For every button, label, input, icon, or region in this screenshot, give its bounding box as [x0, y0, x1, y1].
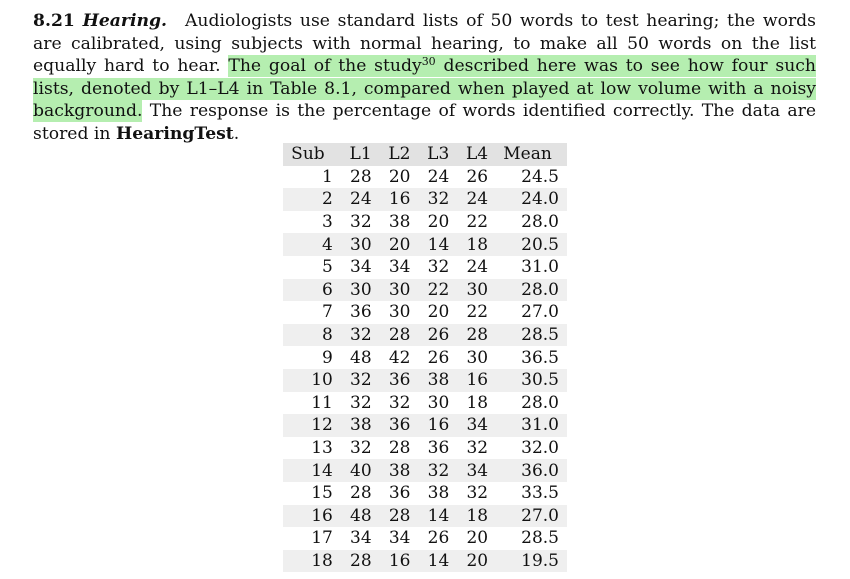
- cell-l4: 32: [449, 437, 488, 460]
- cell-sub: 5: [283, 256, 333, 279]
- cell-l4: 34: [449, 414, 488, 437]
- footnote-reference[interactable]: 30: [421, 55, 436, 69]
- cell-l3: 22: [410, 279, 449, 302]
- cell-l2: 30: [372, 301, 411, 324]
- cell-l2: 28: [372, 505, 411, 528]
- exercise-number: 8.21: [33, 11, 75, 31]
- cell-l1: 32: [333, 324, 372, 347]
- cell-l3: 16: [410, 414, 449, 437]
- cell-l3: 26: [410, 527, 449, 550]
- table-body: [283, 166, 567, 573]
- cell-l3: 38: [410, 369, 449, 392]
- cell-l3: 14: [410, 505, 449, 528]
- cell-sub: 10: [283, 369, 333, 392]
- cell-sub: 12: [283, 414, 333, 437]
- cell-l1: 30: [333, 233, 372, 256]
- cell-l1: 48: [333, 346, 372, 369]
- cell-sub: 2: [283, 188, 333, 211]
- table-row: [283, 459, 567, 482]
- cell-l4: 32: [449, 482, 488, 505]
- cell-mean: 28.5: [488, 324, 567, 347]
- cell-mean: 27.0: [488, 505, 567, 528]
- table-row: [283, 279, 567, 302]
- cell-mean: 27.0: [488, 301, 567, 324]
- header-l1: L1: [333, 143, 372, 166]
- cell-l1: 40: [333, 459, 372, 482]
- header-sub: Sub: [283, 143, 333, 166]
- cell-sub: 13: [283, 437, 333, 460]
- dataset-name: HearingTest: [115, 123, 234, 144]
- cell-sub: 8: [283, 324, 333, 347]
- cell-l4: 18: [449, 233, 488, 256]
- cell-l2: 20: [372, 166, 411, 189]
- cell-l2: 16: [372, 550, 411, 573]
- cell-l1: 34: [333, 256, 372, 279]
- cell-sub: 1: [283, 166, 333, 189]
- hearing-test-table-container: [283, 143, 567, 579]
- table-row: [283, 527, 567, 550]
- cell-l2: 34: [372, 527, 411, 550]
- exercise-text-intro: Audiologists use standard lists of 50 words to test hearing; the words are calibrated, using subjects with normal hearing, to make all 50 words on the list equally hard to hear.: [33, 11, 816, 77]
- table-row: [283, 324, 567, 347]
- cell-l2: 38: [372, 459, 411, 482]
- cell-l3: 24: [410, 166, 449, 189]
- table-row: [283, 437, 567, 460]
- table-header-row: [283, 143, 567, 166]
- cell-l4: 22: [449, 211, 488, 234]
- highlight-text-part2: described here was to see how four such lists, denoted by L1–L4 in Table 8.1, compared when played at low volume with a noisy background.: [33, 56, 816, 122]
- cell-l4: 30: [449, 279, 488, 302]
- cell-sub: 15: [283, 482, 333, 505]
- cell-l1: 32: [333, 392, 372, 415]
- cell-l3: 36: [410, 437, 449, 460]
- cell-l4: 20: [449, 527, 488, 550]
- cell-l4: 16: [449, 369, 488, 392]
- cell-mean: 32.0: [488, 437, 567, 460]
- cell-l2: 42: [372, 346, 411, 369]
- cell-l3: 20: [410, 301, 449, 324]
- header-l2: L2: [372, 143, 411, 166]
- cell-l4: 30: [449, 346, 488, 369]
- cell-mean: 28.5: [488, 527, 567, 550]
- cell-l4: 24: [449, 256, 488, 279]
- table-row: [283, 482, 567, 505]
- cell-mean: 30.5: [488, 369, 567, 392]
- cell-l1: 32: [333, 211, 372, 234]
- cell-l1: 28: [333, 482, 372, 505]
- cell-mean: 24.5: [488, 166, 567, 189]
- highlight-text-part1: The goal of the study: [228, 56, 422, 77]
- cell-l4: 24: [449, 188, 488, 211]
- cell-l3: 32: [410, 459, 449, 482]
- cell-l1: 34: [333, 527, 372, 550]
- cell-l3: 32: [410, 188, 449, 211]
- cell-l3: 20: [410, 211, 449, 234]
- table-row: [283, 505, 567, 528]
- cell-l3: 26: [410, 324, 449, 347]
- cell-sub: 17: [283, 527, 333, 550]
- cell-mean: 36.0: [488, 459, 567, 482]
- cell-l3: 14: [410, 233, 449, 256]
- hearing-test-table: [283, 143, 567, 572]
- table-row: [283, 233, 567, 256]
- cell-mean: 31.0: [488, 414, 567, 437]
- cell-l1: 32: [333, 437, 372, 460]
- cell-l4: 26: [449, 166, 488, 189]
- cell-sub: 16: [283, 505, 333, 528]
- table-row: [283, 392, 567, 415]
- cell-mean: 19.5: [488, 550, 567, 573]
- exercise-text-response: The response is the percentage of words identified correctly. The data are stored in: [33, 101, 816, 144]
- exercise-title: Hearing.: [82, 11, 167, 31]
- cell-sub: 11: [283, 392, 333, 415]
- table-row: [283, 369, 567, 392]
- cell-mean: 33.5: [488, 482, 567, 505]
- cell-l1: 36: [333, 301, 372, 324]
- cell-l2: 36: [372, 369, 411, 392]
- cell-sub: 3: [283, 211, 333, 234]
- table-row: [283, 414, 567, 437]
- cell-l1: 28: [333, 166, 372, 189]
- cell-sub: 9: [283, 346, 333, 369]
- table-row: [283, 188, 567, 211]
- table-row: [283, 166, 567, 189]
- cell-l4: 34: [449, 459, 488, 482]
- cell-l3: 32: [410, 256, 449, 279]
- cell-l4: 18: [449, 505, 488, 528]
- cell-mean: 28.0: [488, 392, 567, 415]
- cell-sub: 6: [283, 279, 333, 302]
- cell-l2: 28: [372, 437, 411, 460]
- header-mean: Mean: [488, 143, 567, 166]
- cell-mean: 31.0: [488, 256, 567, 279]
- cell-l3: 14: [410, 550, 449, 573]
- cell-l1: 28: [333, 550, 372, 573]
- cell-l4: 20: [449, 550, 488, 573]
- cell-l2: 20: [372, 233, 411, 256]
- cell-l2: 36: [372, 414, 411, 437]
- cell-l1: 32: [333, 369, 372, 392]
- cell-sub: 7: [283, 301, 333, 324]
- cell-l2: 36: [372, 482, 411, 505]
- cell-l1: 24: [333, 188, 372, 211]
- exercise-paragraph: [33, 10, 816, 146]
- cell-l3: 38: [410, 482, 449, 505]
- table-row: [283, 211, 567, 234]
- cell-l4: 22: [449, 301, 488, 324]
- cell-mean: 28.0: [488, 211, 567, 234]
- table-row: [283, 550, 567, 573]
- cell-l2: 28: [372, 324, 411, 347]
- table-row: [283, 346, 567, 369]
- cell-mean: 28.0: [488, 279, 567, 302]
- cell-l1: 30: [333, 279, 372, 302]
- cell-sub: 4: [283, 233, 333, 256]
- exercise-period: .: [233, 123, 240, 144]
- header-l3: L3: [410, 143, 449, 166]
- cell-l2: 32: [372, 392, 411, 415]
- cell-l3: 30: [410, 392, 449, 415]
- header-l4: L4: [449, 143, 488, 166]
- cell-l1: 38: [333, 414, 372, 437]
- cell-mean: 24.0: [488, 188, 567, 211]
- cell-mean: 36.5: [488, 346, 567, 369]
- cell-l1: 48: [333, 505, 372, 528]
- cell-mean: 20.5: [488, 233, 567, 256]
- cell-l2: 34: [372, 256, 411, 279]
- cell-l3: 26: [410, 346, 449, 369]
- table-row: [283, 256, 567, 279]
- cell-sub: 18: [283, 550, 333, 573]
- cell-l2: 16: [372, 188, 411, 211]
- cell-l2: 30: [372, 279, 411, 302]
- cell-l4: 18: [449, 392, 488, 415]
- table-row: [283, 301, 567, 324]
- cell-l2: 38: [372, 211, 411, 234]
- cell-sub: 14: [283, 459, 333, 482]
- cell-l4: 28: [449, 324, 488, 347]
